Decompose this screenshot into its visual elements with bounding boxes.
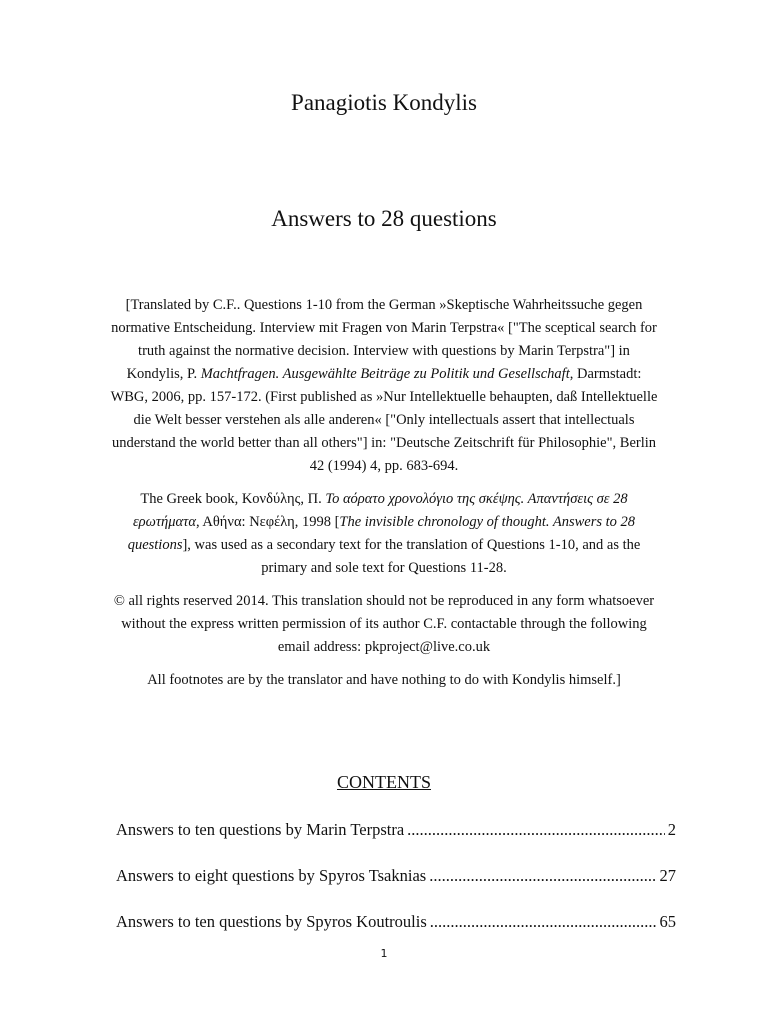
greek-text-2: , Αθήνα: Νεφέλη, 1998 [ [195,514,340,530]
toc-entry-title: Answers to eight questions by Spyros Tsaknias [116,866,427,885]
toc-entry-page: 65 [659,912,676,931]
greek-text-3: ], was used as a secondary text for the translation of Questions 1-10, and as the primary and sole text for Questions 11-28. [182,537,641,576]
toc-entry[interactable] [116,864,676,910]
book-title-english: The invisible chronology of thought. Answers to 28 questions [127,514,636,553]
greek-book-paragraph [108,488,660,580]
source-text-2: , Darmstadt: WBG, 2006, pp. 157-172. (First published as »Nur Intellektuelle behaupten, daß Intellektuelle die Welt besser verstehen als alle anderen« ["Only intellectuals assert that intellectuals understand the world better than all others"] in: "Deutsche Zeitschrift für Philosophie", Berlin 42 (1994) 4, pp. 683-694. [110,366,658,474]
greek-text-1: The Greek book, Κονδύλης, Π. [140,491,326,507]
toc-entry[interactable] [116,818,676,864]
toc-entry-page: 2 [667,820,676,839]
document-title: Answers to 28 questions [271,206,497,231]
toc-entry-title: Answers to ten questions by Spyros Koutroulis [116,912,427,931]
copyright-paragraph: © all rights reserved 2014. This translation should not be reproduced in any form whatsoever without the express written permission of its author C.F. contactable through the following email address: pkproject@live.co.uk [113,593,655,655]
source-text-1: [Translated by C.F.. Questions 1-10 from the German »Skeptische Wahrheitssuche gegen normative Entscheidung. Interview mit Fragen von Marin Terpstra« ["The sceptical search for truth against the normative decision. Interview with questions by Marin Terpstra"] in Kondylis, P. [111,297,657,382]
table-of-contents [116,818,676,956]
toc-leader-dots [430,910,657,934]
toc-entry-title: Answers to ten questions by Marin Terpstra [116,820,405,839]
toc-entry-page: 27 [659,866,676,885]
book-title-german: Machtfragen. Ausgewählte Beiträge zu Politik und Gesellschaft [200,366,570,382]
toc-leader-dots [429,864,656,888]
footnotes-paragraph: All footnotes are by the translator and have nothing to do with Kondylis himself.] [147,672,621,688]
toc-leader-dots [407,818,665,842]
translator-note [108,294,660,702]
author-name: Panagiotis Kondylis [291,90,477,115]
book-title-greek: Το αόρατο χρονολόγιο της σκέψης. Απαντήσεις σε 28 ερωτήματα [132,491,628,530]
page-number: 1 [380,947,388,960]
translation-source-paragraph [108,294,660,478]
contents-heading: CONTENTS [337,772,431,792]
